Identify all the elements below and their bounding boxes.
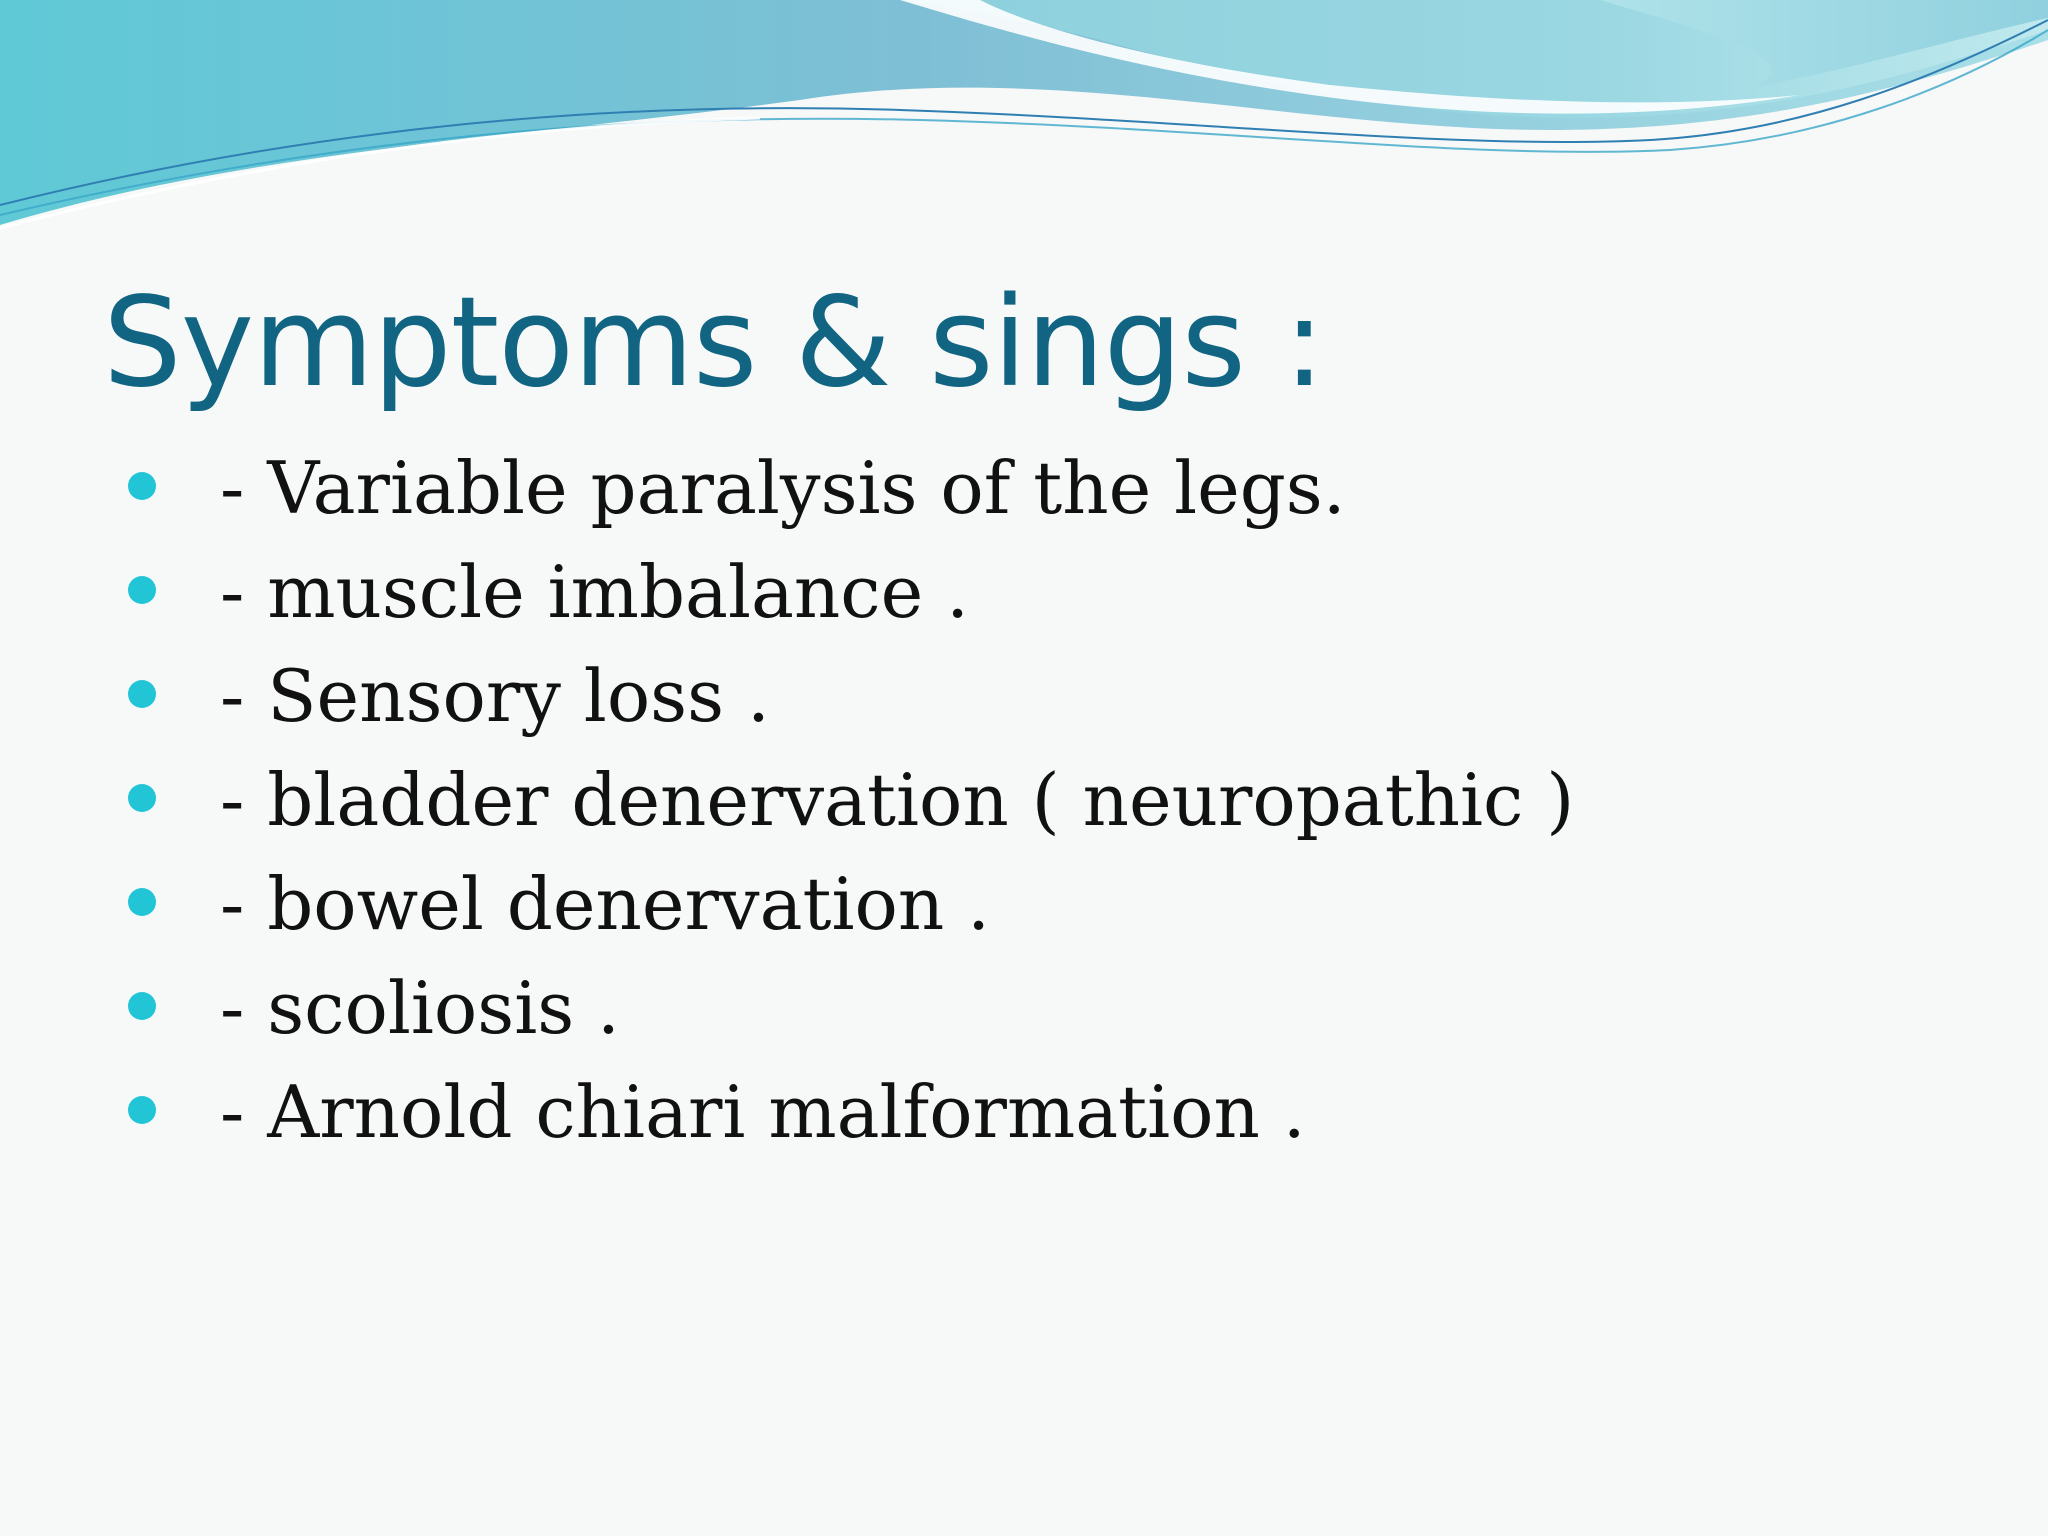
bullet-dot-icon <box>128 1096 156 1124</box>
bullet-text: - Variable paralysis of the legs. <box>220 446 1346 530</box>
bullet-text: - Arnold chiari malformation . <box>220 1070 1306 1154</box>
slide-title: Symptoms & sings : <box>103 271 1325 415</box>
bullet-dot-icon <box>128 992 156 1020</box>
bullet-dot-icon <box>128 576 156 604</box>
bullet-dot-icon <box>128 680 156 708</box>
bullet-text: - bowel denervation . <box>220 862 990 946</box>
bullet-text: - muscle imbalance . <box>220 550 970 634</box>
bullet-dot-icon <box>128 888 156 916</box>
bullet-dot-icon <box>128 784 156 812</box>
wave-header-decoration <box>0 0 2048 240</box>
bullet-text: - bladder denervation ( neuropathic ) <box>220 758 1575 842</box>
bullet-text: - scoliosis . <box>220 966 620 1050</box>
bullet-dot-icon <box>128 472 156 500</box>
bullet-text: - Sensory loss . <box>220 654 770 738</box>
